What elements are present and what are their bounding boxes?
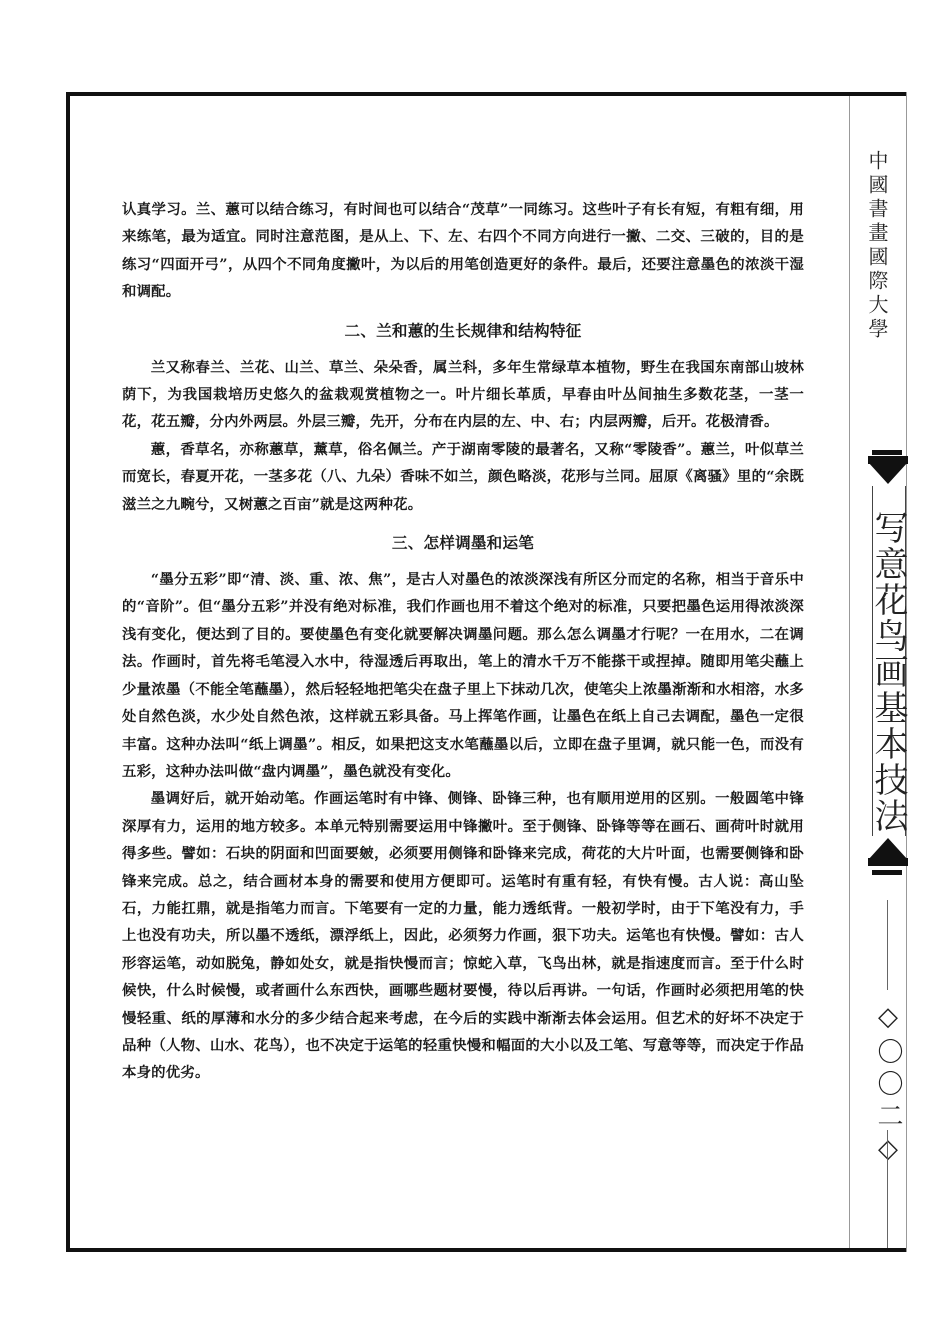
book-title: 写意花鸟画基本技法 xyxy=(868,510,908,834)
paragraph: 蕙，香草名，亦称蕙草，薰草，俗名佩兰。产于湖南零陵的最著名，又称“零陵香”。蕙兰，叶似草兰而宽长，春夏开花，一茎多花（八、九朵）香味不如兰，颜色略淡，花形与兰同。屈原《离骚》里的“余既滋兰之九畹兮，又树蕙之百亩”就是这两种花。 xyxy=(122,440,804,513)
ornament-bar-top xyxy=(872,450,902,455)
divider-line-lower xyxy=(887,1130,888,1248)
university-name: 中國書畫國際大學 xyxy=(865,150,889,342)
ornament-cap-bottom-base xyxy=(868,858,908,866)
content-right-rule xyxy=(849,96,850,1248)
page-number: ◇〇〇二◇ xyxy=(873,1002,903,1170)
ornament-bar-bottom xyxy=(872,870,902,875)
ornament-cap-top xyxy=(868,462,908,484)
paragraph: 兰又称春兰、兰花、山兰、草兰、朵朵香，属兰科，多年生常绿草本植物，野生在我国东南部山坡林荫下，为我国栽培历史悠久的盆栽观赏植物之一。叶片细长革质，早春由叶丛间抽生多数花茎，一茎一花，花五瓣，分内外两层。外层三瓣，先开，分布在内层的左、中、右；内层两瓣，后开。花极清香。 xyxy=(122,358,804,431)
divider-line-upper xyxy=(887,900,888,990)
paragraph: 认真学习。兰、蕙可以结合练习，有时间也可以结合“茂草”一同练习。这些叶子有长有短，有粗有细，用来练笔，最为适宜。同时注意范图，是从上、下、左、右四个不同方向进行一撇、二交、三破的，目的是练习“四面开弓”，从四个不同角度撇叶，为以后的用笔创造更好的条件。最后，还要注意墨色的浓淡干湿和调配。 xyxy=(122,201,804,301)
section-heading-2: 二、兰和蕙的生长规律和结构特征 xyxy=(344,321,582,340)
body-text xyxy=(122,196,804,1087)
paragraph: “墨分五彩”即“清、淡、重、浓、焦”，是古人对墨色的浓淡深浅有所区分而定的名称，相当于音乐中的“音阶”。但“墨分五彩”并没有绝对标准，我们作画也用不着这个绝对的标准，只要把墨色运用得浓淡深浅有变化，便达到了目的。要使墨色有变化就要解决调墨问题。那么怎么调墨才行呢？一在用水，二在调法。作画时，首先将毛笔浸入水中，待湿透后再取出，笔上的清水千万不能搽干或捏掉。随即用笔尖蘸上少量浓墨（不能全笔蘸墨），然后轻轻地把笔尖在盘子里上下抹动几次，使笔尖上浓墨渐渐和水相溶，水多处自然色淡，水少处自然色浓，这样就五彩具备。马上挥笔作画，让墨色在纸上自己去调配，墨色一定很丰富。这种办法叫“纸上调墨”。相反，如果把这支水笔蘸墨以后，立即在盘子里调，就只能一色，而没有五彩，这种办法叫做“盘内调墨”，墨色就没有变化。 xyxy=(122,571,804,780)
section-heading-3: 三、怎样调墨和运笔 xyxy=(391,534,535,553)
paragraph: 墨调好后，就开始动笔。作画运笔时有中锋、侧锋、卧锋三种，也有顺用逆用的区别。一般圆笔中锋深厚有力，运用的地方较多。本单元特别需要运用中锋撇叶。至于侧锋、卧锋等等在画石、画荷叶时就用得多些。譬如：石块的阴面和凹面要皴，必须要用侧锋和卧锋来完成，荷花的大片叶面，也需要侧锋和卧锋来完成。总之，结合画材本身的需要和使用方便即可。运笔时有重有轻，有快有慢。古人说：高山坠石，力能扛鼎，就是指笔力而言。下笔要有一定的力量，能力透纸背。一般初学时，由于下笔没有力，手上也没有功夫，所以墨不透纸，漂浮纸上，因此，必须努力作画，狠下功夫。运笔也有快慢。譬如：古人形容运笔，动如脱兔，静如处女，就是指快慢而言；惊蛇入草，飞鸟出林，就是指速度而言。至于什么时候快，什么时候慢，或者画什么东西快，画哪些题材要慢，待以后再讲。一句话，作画时必须把用笔的快慢轻重、纸的厚薄和水分的多少结合起来考虑，在今后的实践中渐渐去体会运用。但艺术的好坏不决定于品种（人物、山水、花鸟），也不决定于运笔的轻重快慢和幅面的大小以及工笔、写意等等，而决定于作品本身的优劣。 xyxy=(122,790,804,1082)
ornament-cap-bottom xyxy=(868,838,908,860)
